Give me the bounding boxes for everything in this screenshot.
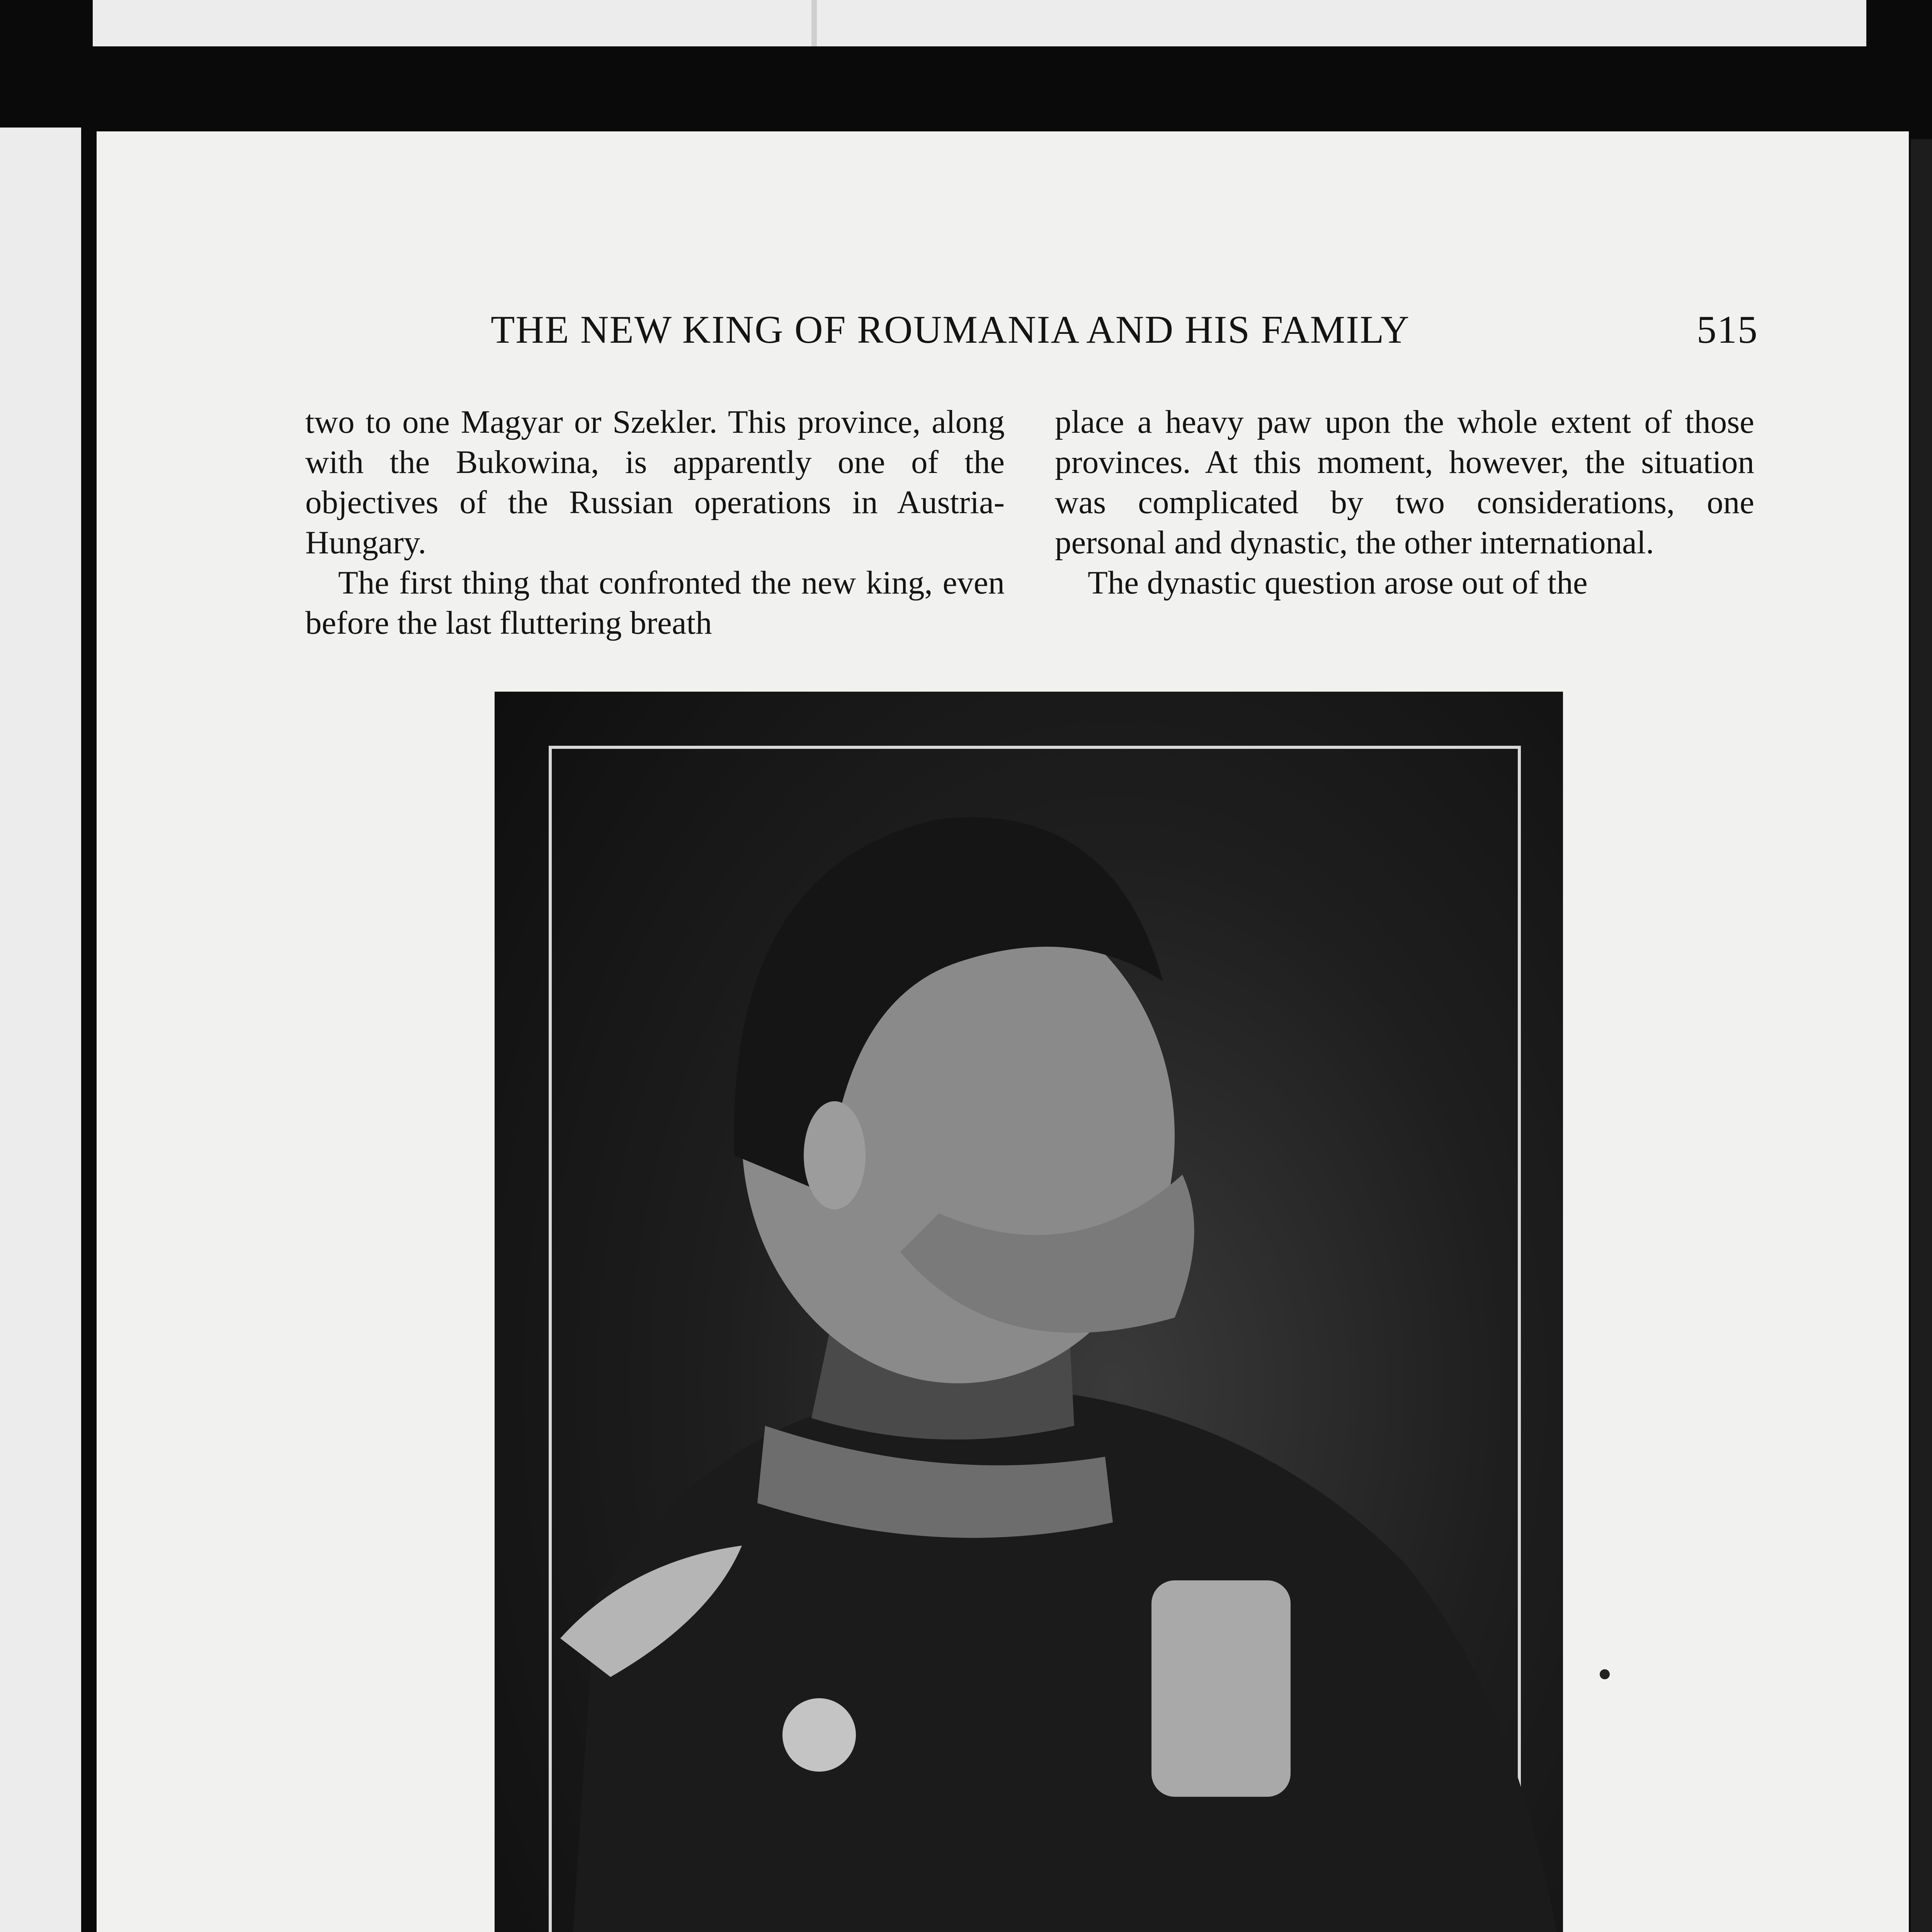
paragraph: The dynastic question arose out of the	[1088, 565, 1588, 601]
top-right-column	[1055, 402, 1754, 603]
running-header	[491, 307, 1758, 352]
paragraph: The first thing that confronted the new king, even before the last fluttering breath	[305, 565, 1005, 641]
adjacent-page-top-strip	[93, 0, 1866, 46]
top-left-column	[305, 402, 1005, 643]
paragraph: two to one Magyar or Szekler. This province, along with the Bukowina, is apparently one of the objectives of the Russian operations in Austria-Hungary.	[305, 404, 1005, 561]
page-number: 515	[1697, 308, 1758, 352]
adjacent-page-left-edge	[0, 128, 81, 1932]
portrait-photograph	[495, 692, 1563, 1932]
paragraph: place a heavy paw upon the whole extent of those provinces. At this moment, however, the situation was complicated by two considerations, one personal and dynastic, the other international.	[1055, 404, 1754, 561]
page-right-shadow	[1911, 139, 1932, 1932]
scan-speck	[1600, 1669, 1610, 1679]
running-title: THE NEW KING OF ROUMANIA AND HIS FAMILY	[491, 308, 1410, 352]
portrait-figure	[495, 692, 1563, 1932]
